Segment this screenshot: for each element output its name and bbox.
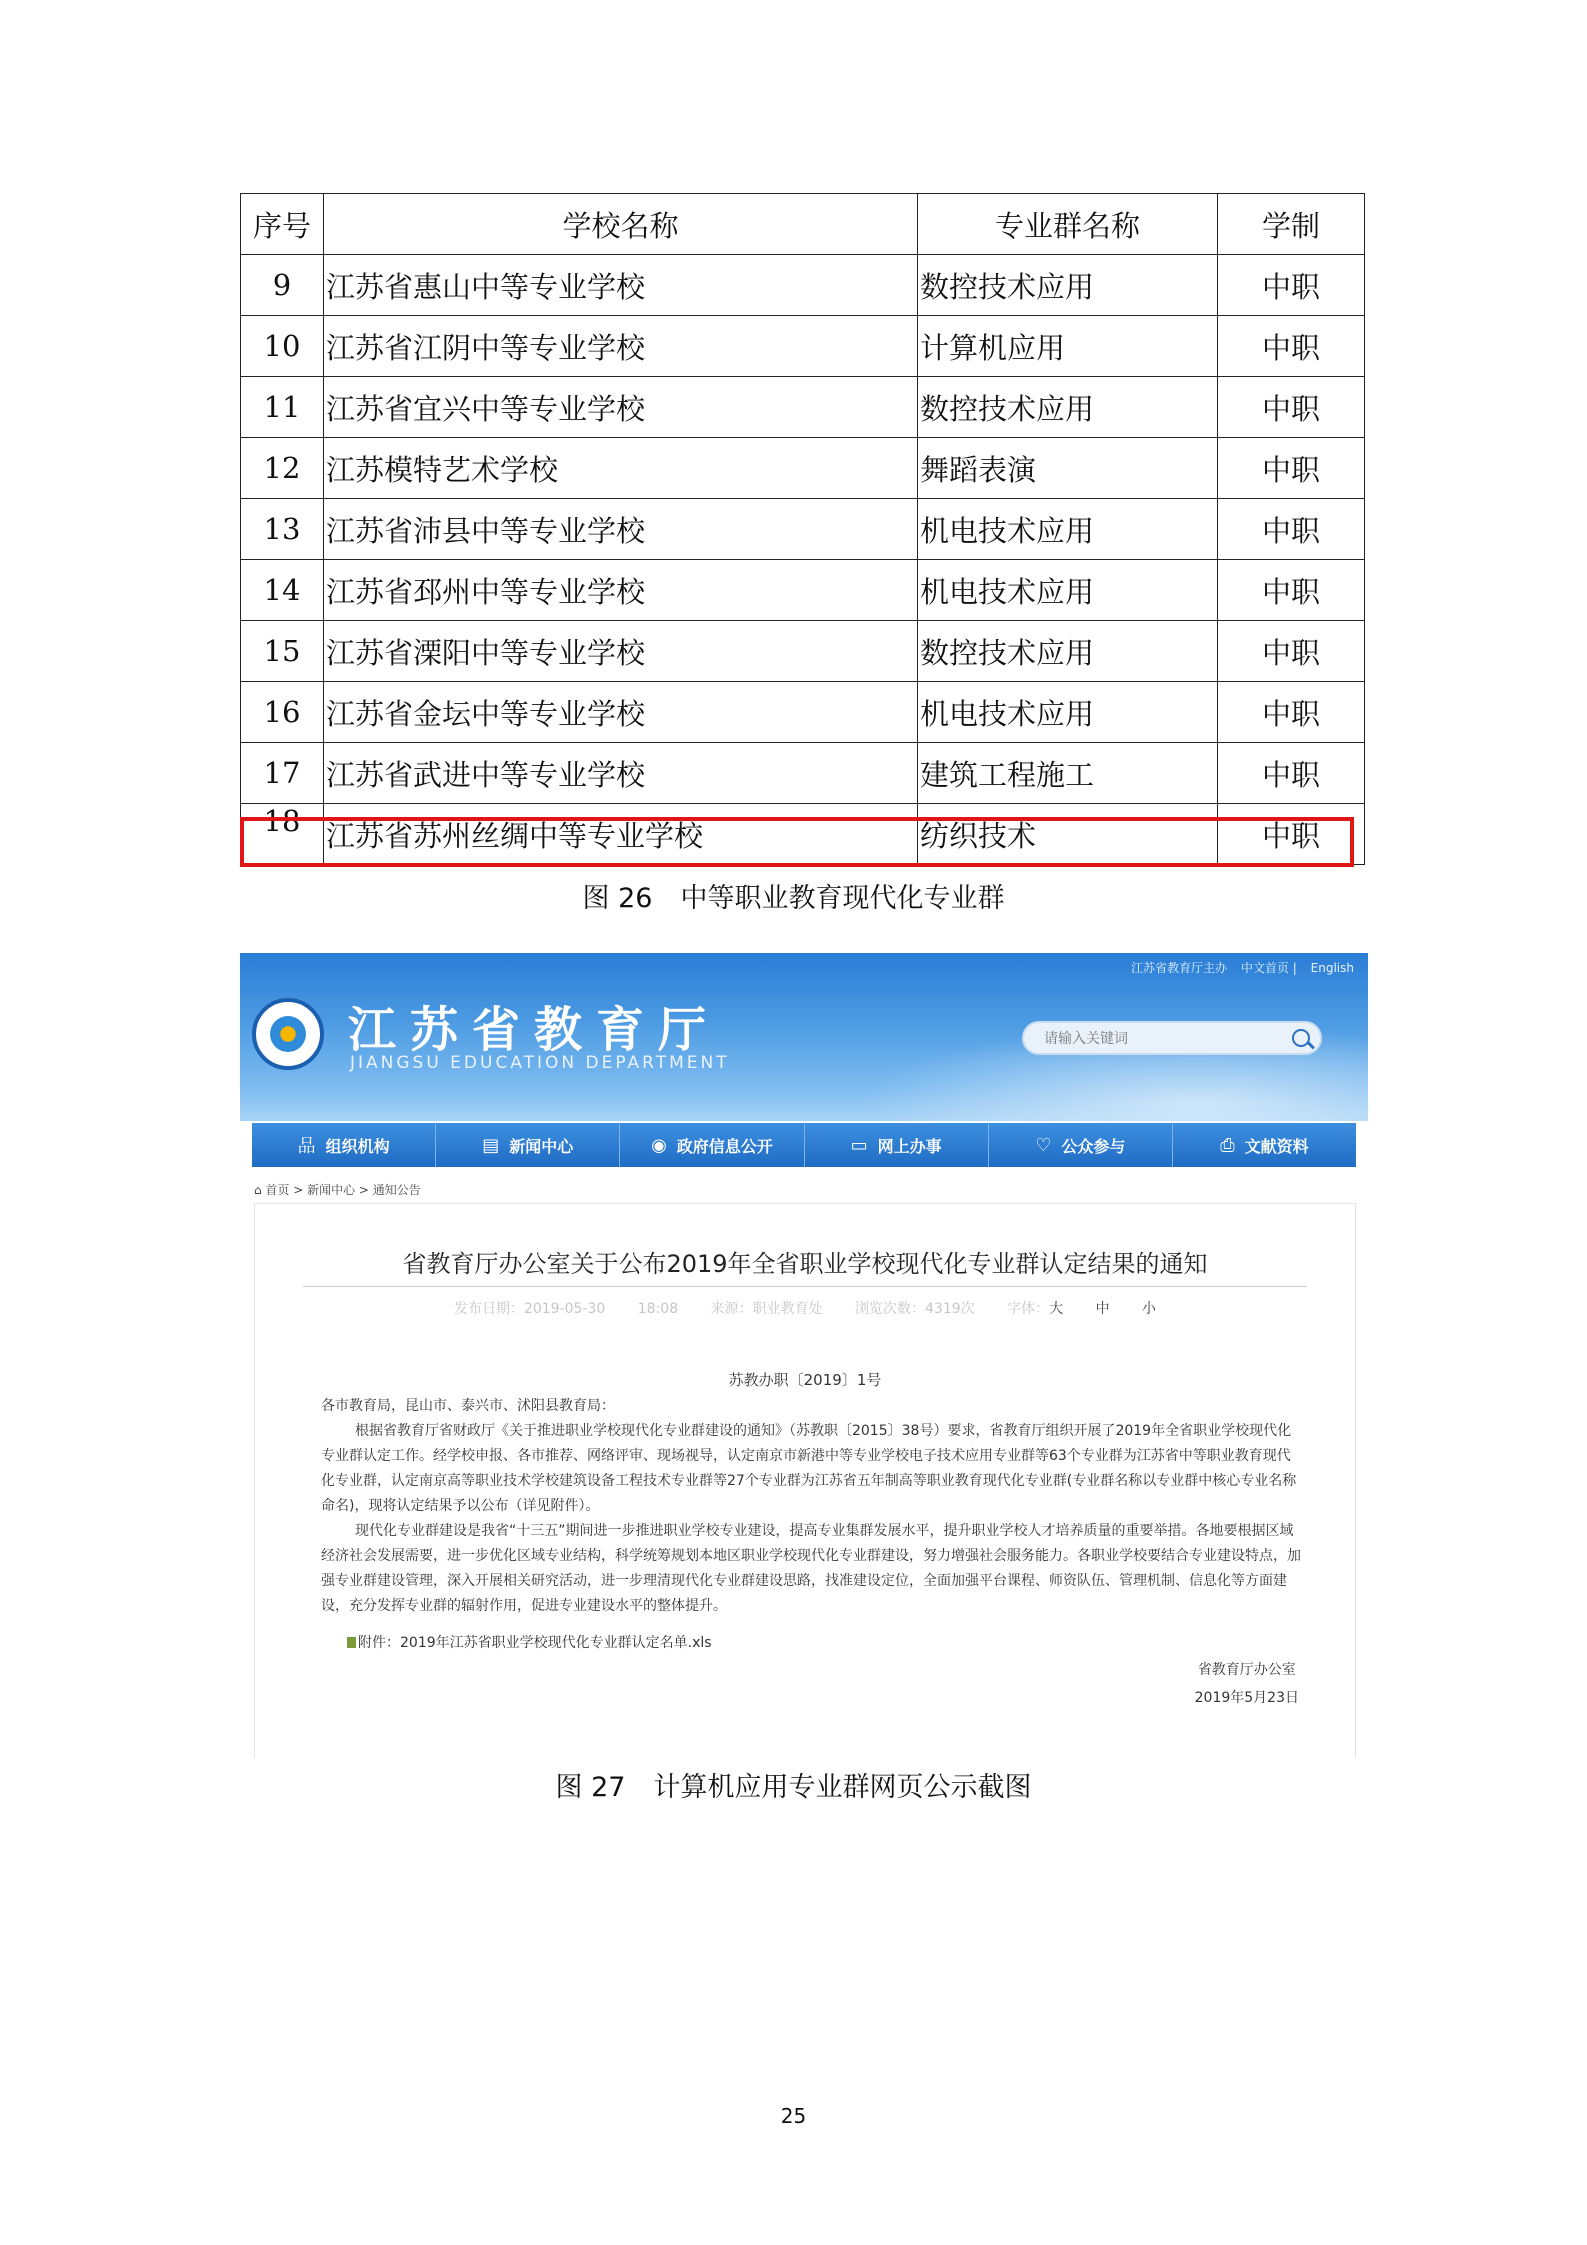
eye-icon: ◉ [651,1134,667,1156]
news-icon: ▤ [482,1134,500,1156]
cell-no: 10 [241,316,324,377]
nav-label: 新闻中心 [509,1136,574,1156]
figure-caption-27 [0,1765,1587,1804]
nav-item-org[interactable] [252,1123,436,1167]
department-logo [252,998,324,1070]
cell-system: 中职 [1218,499,1365,560]
search-icon[interactable] [1292,1029,1310,1047]
cell-school: 江苏省宜兴中等专业学校 [324,377,918,438]
site-banner [240,953,1368,1121]
caption-text: 中等职业教育现代化专业群 [680,883,1005,914]
table-row [241,316,1365,377]
monitor-icon: ▭ [850,1134,868,1156]
nav-item-gov-info[interactable] [620,1123,804,1167]
article-body [321,1394,1301,1619]
nav-label: 网上办事 [877,1136,942,1156]
nav-label: 公众参与 [1061,1136,1126,1156]
cell-no: 17 [241,743,324,804]
cell-school: 江苏省金坛中等专业学校 [324,682,918,743]
nav-item-documents[interactable] [1173,1123,1356,1167]
nav-label: 组织机构 [325,1136,390,1156]
nav-label: 政府信息公开 [676,1136,773,1156]
page-number: 25 [780,2104,807,2128]
cell-no: 13 [241,499,324,560]
org-chart-icon: 品 [297,1136,316,1157]
breadcrumb[interactable]: ⌂ 首页 > 新闻中心 > 通知公告 [254,1183,421,1197]
table-row [241,621,1365,682]
caption-label: 图 26 [582,883,653,914]
nav-item-online-service[interactable] [805,1123,989,1167]
cell-school: 江苏省溧阳中等专业学校 [324,621,918,682]
document-number: 苏教办职〔2019〕1号 [728,1371,882,1389]
site-subtitle: JIANGSU EDUCATION DEPARTMENT [350,1053,730,1073]
header-school: 学校名称 [324,194,918,255]
cell-system: 中职 [1218,560,1365,621]
cell-system: 中职 [1218,743,1365,804]
caption-label: 图 27 [555,1772,626,1803]
cell-school: 江苏省苏州丝绸中等专业学校 [324,804,918,865]
table-row [241,499,1365,560]
cell-system: 中职 [1218,682,1365,743]
cell-school: 江苏模特艺术学校 [324,438,918,499]
cell-school: 江苏省武进中等专业学校 [324,743,918,804]
nav-label: 文献资料 [1244,1136,1309,1156]
cell-school: 江苏省江阴中等专业学校 [324,316,918,377]
schools-table [240,193,1365,865]
table-row [241,560,1365,621]
cell-system: 中职 [1218,438,1365,499]
printer-icon: ⎙ [1220,1134,1235,1156]
cell-no: 12 [241,438,324,499]
cell-group: 计算机应用 [918,316,1218,377]
cell-group: 数控技术应用 [918,621,1218,682]
article-title: 省教育厅办公室关于公布2019年全省职业学校现代化专业群认定结果的通知 [402,1250,1208,1278]
paragraph-2: 现代化专业群建设是我省“十三五”期间进一步推进职业学校专业建设，提高专业集群发展水平，提升职业学校人才培养质量的重要举措。各地要根据区域经济社会发展需要，进一步优化区域专业结构，科学统筹规划本地区职业学校现代化专业群建设，努力增强社会服务能力。各职业学校要结合专业建设特点，加强专业群建设管理，深入开展相关研究活动，进一步理清现代化专业群建设思路，找准建设定位，全面加强平台课程、师资队伍、管理机制、信息化等方面建设，充分发挥专业群的辐射作用，促进专业建设水平的整体提升。 [321,1523,1301,1614]
search-input[interactable] [1024,1023,1286,1055]
cell-school: 江苏省邳州中等专业学校 [324,560,918,621]
cell-no: 16 [241,682,324,743]
meta-font-label: 字体： [1007,1301,1050,1317]
meta-views: 浏览次数：4319次 [855,1301,975,1317]
attachment-link[interactable] [347,1632,712,1652]
cell-group: 建筑工程施工 [918,743,1218,804]
font-size-selector[interactable]: 大 中 小 [1049,1301,1157,1317]
top-links [1121,959,1354,976]
top-link-english[interactable]: English [1310,961,1354,975]
cell-no: 9 [241,255,324,316]
nav-item-public[interactable] [989,1123,1173,1167]
table-row [241,682,1365,743]
cell-system: 中职 [1218,316,1365,377]
main-nav [252,1123,1356,1167]
caption-text: 计算机应用专业群网页公示截图 [653,1772,1032,1803]
cell-system: 中职 [1218,255,1365,316]
table-row [241,377,1365,438]
table-header-row [241,194,1365,255]
addressee: 各市教育局，昆山市、泰兴市、沭阳县教育局： [321,1398,615,1414]
cell-no: 11 [241,377,324,438]
figure-caption-26 [0,876,1587,915]
cell-group: 机电技术应用 [918,682,1218,743]
cell-system: 中职 [1218,377,1365,438]
cell-group: 舞蹈表演 [918,438,1218,499]
table-row [241,255,1365,316]
header-system: 学制 [1218,194,1365,255]
file-icon [347,1637,356,1648]
heart-icon: ♡ [1035,1134,1052,1156]
cell-group: 数控技术应用 [918,255,1218,316]
cell-group: 纺织技术 [918,804,1218,865]
cell-no: 18 [241,804,324,865]
attachment-text: 附件：2019年江苏省职业学校现代化专业群认定名单.xls [358,1635,712,1651]
signature-org: 省教育厅办公室 [1197,1662,1296,1678]
cell-no: 15 [241,621,324,682]
table-row [241,438,1365,499]
paragraph-1: 根据省教育厅省财政厅《关于推进职业学校现代化专业群建设的通知》（苏教职〔2015〕38号）要求，省教育厅组织开展了2019年全省职业学校现代化专业群认定工作。经学校申报、各市推荐、网络评审、现场视导，认定南京市新港中等专业学校电子技术应用专业群等63个专业群为江苏省中等职业教育现代化专业群，认定南京高等职业技术学校建筑设备工程技术专业群等27个专业群为江苏省五年制高等职业教育现代化专业群(专业群名称以专业群中核心专业名称命名)，现将认定结果予以公布（详见附件）。 [321,1423,1297,1514]
table-row-highlighted [241,804,1365,865]
cell-school: 江苏省沛县中等专业学校 [324,499,918,560]
nav-item-news[interactable] [436,1123,620,1167]
top-link-home[interactable]: 中文首页 | [1240,961,1297,975]
table-row [241,743,1365,804]
meta-date: 发布日期：2019-05-30 18:08 [453,1301,679,1317]
title-divider [303,1286,1307,1287]
cell-no: 14 [241,560,324,621]
cell-system: 中职 [1218,621,1365,682]
signature-date: 2019年5月23日 [1194,1690,1299,1706]
article-meta [255,1298,1355,1318]
site-title: 江苏省教育厅 [348,1002,721,1058]
header-group: 专业群名称 [918,194,1218,255]
search-box [1022,1021,1322,1055]
webpage-screenshot [240,953,1368,1758]
cell-group: 机电技术应用 [918,499,1218,560]
meta-source: 来源：职业教育处 [710,1301,823,1317]
cell-group: 机电技术应用 [918,560,1218,621]
cell-school: 江苏省惠山中等专业学校 [324,255,918,316]
cell-group: 数控技术应用 [918,377,1218,438]
cell-system: 中职 [1218,804,1365,865]
signature [1195,1656,1299,1712]
top-link-host[interactable]: 江苏省教育厅主办 [1131,961,1228,975]
header-no: 序号 [241,194,324,255]
article-panel [254,1203,1356,1758]
